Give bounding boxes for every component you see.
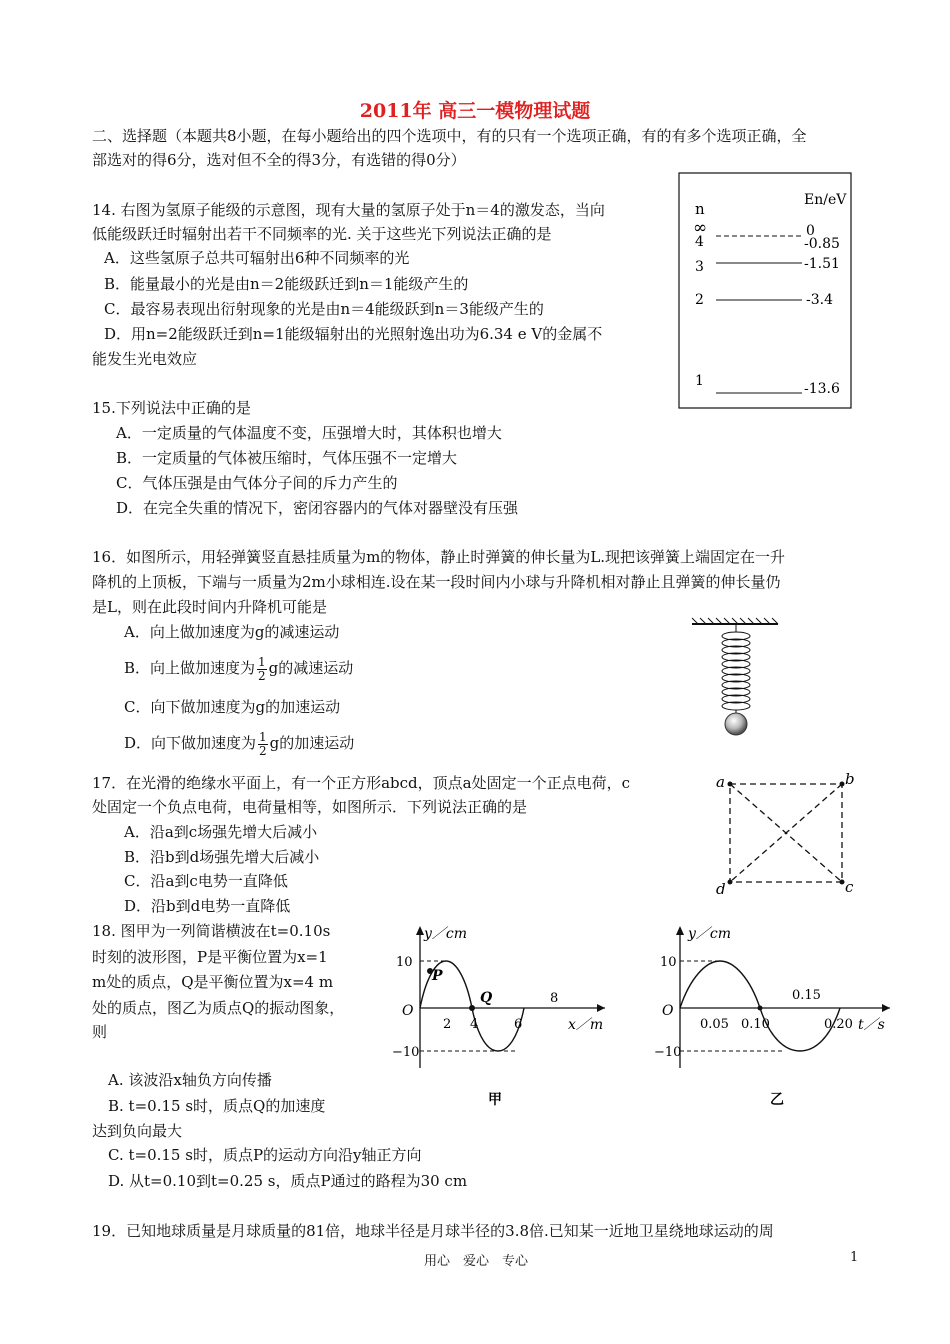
q17-stem-line1: 17．在光滑的绝缘水平面上，有一个正方形abcd，顶点a处固定一个正点电荷，c (92, 774, 630, 792)
q18-stem-line5: 则 (92, 1023, 108, 1041)
level-e-inf: 0 (806, 223, 815, 239)
point-q (469, 1005, 475, 1011)
footer-motto: 用心 爱心 专心 (424, 1254, 529, 1269)
yi-y-tick-10: 10 (660, 955, 677, 970)
vertex-d-label: d (716, 880, 726, 898)
jia-x-tick-4: 4 (470, 1017, 479, 1032)
yi-origin: O (662, 1003, 674, 1019)
q15-option-c: C．气体压强是由气体分子间的斥力产生的 (116, 474, 398, 492)
jia-x-tick-6: 6 (514, 1017, 523, 1032)
yi-x-label: t／s (858, 1017, 885, 1033)
yi-x-tick-015: 0.15 (792, 988, 821, 1003)
q18-stem-line1: 18. 图甲为一列简谐横波在t=0.10s (92, 922, 331, 940)
level-n-inf: ∞ (693, 218, 708, 238)
page-title: 2011年 高三一模物理试题 (359, 100, 591, 122)
fraction-denominator: 2 (259, 743, 267, 758)
yi-x-tick-020: 0.20 (824, 1017, 853, 1032)
q17-option-d: D．沿b到d电势一直降低 (124, 897, 291, 915)
jia-y-tick-10: 10 (396, 955, 413, 970)
q17-option-a: A．沿a到c场强先增大后减小 (124, 823, 318, 841)
q18-option-a: A. 该波沿x轴负方向传播 (108, 1071, 272, 1089)
section-header-line1: 二、选择题（本题共8小题，在每小题给出的四个选项中，有的只有一个选项正确，有的有多个选项正确，全 (92, 127, 807, 145)
yi-x-tick-005: 0.05 (700, 1017, 729, 1032)
q14-option-d-line2: 能发生光电效应 (92, 350, 198, 368)
jia-q-label: Q (480, 990, 493, 1006)
fraction-numerator: 1 (259, 729, 267, 744)
q18-stem-line3: m处的质点，Q是平衡位置为x=4 m (92, 973, 334, 991)
q18-option-b-line1: B. t=0.15 s时，质点Q的加速度 (108, 1097, 326, 1115)
vertex-c-label: c (845, 878, 854, 896)
jia-x-tick-2: 2 (443, 1017, 452, 1032)
spring-coils (722, 632, 750, 710)
yi-caption: 乙 (770, 1092, 784, 1108)
level-n-1: 1 (695, 373, 704, 389)
q16-stem-line1: 16．如图所示，用轻弹簧竖直悬挂质量为m的物体，静止时弹簧的伸长量为L.现把该弹簧上端固定在一升 (92, 548, 786, 566)
q19-stem: 19．已知地球质量是月球质量的81倍，地球半径是月球半径的3.8倍.已知某一近地卫星绕地球运动的周 (92, 1222, 774, 1240)
jia-x-label: x／m (568, 1017, 604, 1033)
level-e-4: -0.85 (804, 236, 840, 252)
yi-x-tick-010: 0.10 (741, 1017, 770, 1032)
q14-option-d-line1: D．用n=2能级跃迁到n=1能级辐射出的光照射逸出功为6.34 e V的金属不 (104, 325, 603, 343)
vertex-b-label: b (845, 770, 855, 788)
vibration-graph-yi (654, 918, 898, 1108)
q15-option-a: A．一定质量的气体温度不变，压强增大时，其体积也增大 (116, 424, 502, 442)
diagram-energy-label: En/eV (804, 192, 847, 208)
energy-level-diagram (678, 172, 854, 410)
jia-p-label: P (432, 968, 443, 984)
q16-stem-line2: 降机的上顶板，下端与一质量为2m小球相连.设在某一段时间内小球与升降机相对静止且弹簧的伸长量仍 (92, 573, 781, 591)
level-e-1: -13.6 (804, 381, 840, 397)
q15-stem: 15.下列说法中正确的是 (92, 399, 251, 417)
jia-y-label: y／cm (424, 926, 468, 942)
wave-graph-jia (390, 918, 620, 1108)
level-n-3: 3 (695, 259, 704, 275)
ball (725, 713, 747, 735)
q16-option-a: A．向上做加速度为g的减速运动 (124, 623, 340, 641)
q18-option-c: C. t=0.15 s时，质点P的运动方向沿y轴正方向 (108, 1146, 422, 1164)
spring-diagram (688, 616, 784, 736)
q18-stem-line2: 时刻的波形图，P是平衡位置为x=1 (92, 948, 328, 966)
q15-option-b: B．一定质量的气体被压缩时，气体压强不一定增大 (116, 449, 458, 467)
q18-option-d: D. 从t=0.10到t=0.25 s，质点P通过的路程为30 cm (108, 1172, 468, 1190)
diagram-n-label: n (695, 200, 705, 218)
q17-stem-line2: 处固定一个负点电荷，电荷量相等，如图所示．下列说法正确的是 (92, 798, 528, 816)
yi-y-tick-neg10: −10 (654, 1045, 682, 1060)
q18-option-b-line2: 达到负向最大 (92, 1122, 183, 1140)
q16-stem-line3: 是L，则在此段时间内升降机可能是 (92, 598, 327, 616)
q14-stem-line2: 低能级跃迁时辐射出若干不同频率的光. 关于这些光下列说法正确的是 (92, 225, 552, 243)
jia-x-tick-8: 8 (550, 991, 559, 1006)
q16-option-b-suffix: g的减速运动 (268, 659, 354, 677)
level-n-4: 4 (695, 234, 704, 250)
level-e-2: -3.4 (806, 292, 833, 308)
fraction-one-half (258, 731, 268, 758)
fraction-denominator: 2 (258, 668, 266, 683)
section-header-line2: 部选对的得6分，选对但不全的得3分，有选错的得0分） (92, 151, 466, 169)
q18-stem-line4: 处的质点，图乙为质点Q的振动图象， (92, 999, 345, 1017)
q14-option-a: A．这些氢原子总共可辐射出6种不同频率的光 (104, 249, 410, 267)
level-n-2: 2 (695, 292, 704, 308)
q17-option-b: B．沿b到d场强先增大后减小 (124, 848, 320, 866)
jia-origin: O (402, 1003, 414, 1019)
q14-option-c: C．最容易表现出衍射现象的光是由n＝4能级跃到n＝3能级产生的 (104, 300, 544, 318)
q16-option-d-suffix: g的加速运动 (269, 734, 355, 752)
level-e-3: -1.51 (804, 256, 840, 272)
fraction-one-half (257, 656, 267, 683)
q16-option-b (124, 650, 353, 686)
q16-option-d (124, 725, 354, 761)
vertex-a-label: a (716, 773, 725, 791)
q16-option-c: C．向下做加速度为g的加速运动 (124, 698, 341, 716)
q17-option-c: C．沿a到c电势一直降低 (124, 872, 288, 890)
fraction-numerator: 1 (258, 654, 266, 669)
jia-caption: 甲 (488, 1092, 502, 1108)
jia-y-tick-neg10: −10 (392, 1045, 420, 1060)
yi-y-label: y／cm (688, 926, 732, 942)
q16-option-b-prefix: B．向上做加速度为 (124, 659, 256, 677)
square-charge-diagram (712, 770, 858, 896)
q15-option-d: D．在完全失重的情况下，密闭容器内的气体对器壁没有压强 (116, 499, 519, 517)
page-number: 1 (850, 1250, 859, 1265)
q14-stem-line1: 14. 右图为氢原子能级的示意图，现有大量的氢原子处于n＝4的激发态，当向 (92, 201, 605, 219)
q14-option-b: B．能量最小的光是由n＝2能级跃迁到n＝1能级产生的 (104, 275, 469, 293)
q16-option-d-prefix: D．向下做加速度为 (124, 734, 257, 752)
